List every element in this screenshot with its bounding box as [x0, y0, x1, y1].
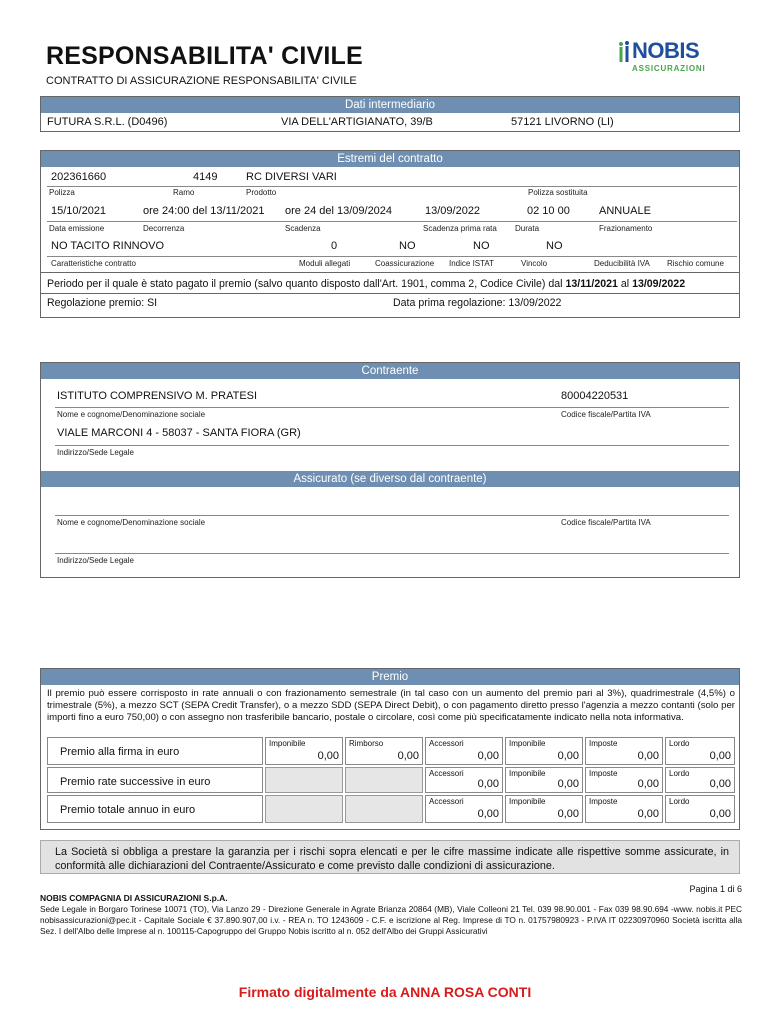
indice-istat-value: NO — [473, 240, 490, 252]
frazionamento-label: Frazionamento — [599, 224, 653, 233]
caratteristiche-label: Caratteristiche contratto — [51, 259, 136, 268]
cell-imponibile2-firma: Imponibile 0,00 — [505, 737, 583, 765]
contraente-codice-fiscale: 80004220531 — [561, 390, 629, 402]
moduli-label: Moduli allegati — [299, 259, 351, 268]
cell-accessori-firma: Accessori 0,00 — [425, 737, 503, 765]
contraente-nome-label: Nome e cognome/Denominazione sociale — [57, 410, 206, 419]
deducibilita-label: Deducibilità IVA — [594, 259, 650, 268]
decorrenza-value: ore 24:00 del 13/11/2021 — [143, 205, 265, 217]
durata-label: Durata — [515, 224, 540, 233]
cell-imposte-totale: Imposte 0,00 — [585, 795, 663, 823]
cell-accessori-successive: Accessori 0,00 — [425, 767, 503, 793]
cell-rimborso-firma: Rimborso 0,00 — [345, 737, 423, 765]
periodo-dal: 13/11/2021 — [565, 278, 618, 290]
vincolo-label: Vincolo — [521, 259, 548, 268]
cell-lordo-totale: Lordo 0,00 — [665, 795, 735, 823]
contratto-bar: Estremi del contratto — [41, 151, 739, 167]
premio-row-totale-label: Premio totale annuo in euro — [47, 795, 263, 823]
caratteristiche-value: NO TACITO RINNOVO — [51, 240, 165, 252]
premio-text: Il premio può essere corrisposto in rate annuali o con frazionamento semestrale (in tal caso con un aumento del premio pari al 3%), quadrimestrale (4,5%) o trimestrale (5%), a mezzo SCT (SEPA Credit Transfer), o a mezzo SDD (SEPA Direct Debit), o con pagamento diretto presso l'agenzia a mezzo contanti (solo per importi fino a euro 750,00) o con assegno non trasferibile bancario, postale o circolare, così come più specificatamente indicato nella nota informativa. — [47, 688, 735, 723]
data-prima-regolazione: Data prima regolazione: 13/09/2022 — [393, 297, 562, 309]
polizza-value: 202361660 — [51, 171, 107, 183]
periodo-line — [47, 278, 685, 290]
logo-main-text: NOBIS — [632, 38, 700, 63]
cell-lordo-firma: Lordo 0,00 — [665, 737, 735, 765]
intermediario-city: 57121 LIVORNO (LI) — [511, 116, 614, 128]
data-emissione-value: 15/10/2021 — [51, 205, 107, 217]
logo-sub-text: ASSICURAZIONI — [632, 64, 706, 73]
document-title: RESPONSABILITA' CIVILE — [46, 42, 363, 70]
grey-cell-4 — [345, 795, 423, 823]
prodotto-value: RC DIVERSI VARI — [246, 171, 337, 183]
coassicurazione-value: NO — [399, 240, 416, 252]
premio-row-successive-label: Premio rate successive in euro — [47, 767, 263, 793]
digital-signature: Firmato digitalmente da ANNA ROSA CONTI — [238, 984, 532, 1000]
scadenza-label: Scadenza — [285, 224, 321, 233]
grey-cell-2 — [345, 767, 423, 793]
intermediario-bar: Dati intermediario — [41, 97, 739, 113]
contraente-indirizzo-label: Indirizzo/Sede Legale — [57, 448, 134, 457]
people-icon — [618, 40, 632, 66]
periodo-al: 13/09/2022 — [632, 278, 686, 290]
decorrenza-label: Decorrenza — [143, 224, 185, 233]
coassicurazione-label: Coassicurazione — [375, 259, 435, 268]
data-emissione-label: Data emissione — [49, 224, 105, 233]
nobis-logo — [618, 38, 730, 74]
contraente-cf-label: Codice fiscale/Partita IVA — [561, 410, 651, 419]
scadenza-prima-rata-label: Scadenza prima rata — [423, 224, 497, 233]
intermediario-address: VIA DELL'ARTIGIANATO, 39/B — [281, 116, 433, 128]
obbligo-note: La Società si obbliga a prestare la garanzia per i rischi sopra elencati e per le cifre massime indicate alle rispettive somme assicurate, in conformità alle dichiarazioni del Contraente/Assicurato e come previsto dalle condizioni di assicurazione. — [40, 840, 740, 874]
contratto-section — [40, 150, 740, 318]
durata-value: 02 10 00 — [527, 205, 570, 217]
contraente-nome: ISTITUTO COMPRENSIVO M. PRATESI — [57, 390, 258, 402]
assicurato-nome-label: Nome e cognome/Denominazione sociale — [57, 518, 206, 527]
rischio-comune-label: Rischio comune — [667, 259, 724, 268]
prodotto-label: Prodotto — [246, 188, 277, 197]
ramo-label: Ramo — [173, 188, 195, 197]
polizza-sostituita-label: Polizza sostituita — [528, 188, 588, 197]
frazionamento-value: ANNUALE — [599, 205, 651, 217]
scadenza-value: ore 24 del 13/09/2024 — [285, 205, 393, 217]
intermediario-name: FUTURA S.R.L. (D0496) — [47, 116, 168, 128]
cell-accessori-totale: Accessori 0,00 — [425, 795, 503, 823]
cell-imponibile-successive: Imponibile 0,00 — [505, 767, 583, 793]
contraente-bar: Contraente — [41, 363, 739, 379]
ramo-value: 4149 — [193, 171, 218, 183]
premio-section — [40, 668, 740, 830]
document-subtitle: CONTRATTO DI ASSICURAZIONE RESPONSABILITA' CIVILE — [46, 75, 357, 87]
periodo-al-word: al — [620, 278, 630, 290]
footer-company: NOBIS COMPAGNIA DI ASSICURAZIONI S.p.A. — [40, 893, 228, 903]
indice-istat-label: Indice ISTAT — [449, 259, 495, 268]
premio-bar: Premio — [41, 669, 739, 685]
assicurato-indirizzo-label: Indirizzo/Sede Legale — [57, 556, 134, 565]
polizza-label: Polizza — [49, 188, 75, 197]
cell-imponibile-totale: Imponibile 0,00 — [505, 795, 583, 823]
assicurato-cf-label: Codice fiscale/Partita IVA — [561, 518, 651, 527]
grey-cell-3 — [265, 795, 343, 823]
premio-row-firma-label: Premio alla firma in euro — [47, 737, 263, 765]
contraente-indirizzo: VIALE MARCONI 4 - 58037 - SANTA FIORA (GR) — [57, 427, 301, 439]
regolazione-premio: Regolazione premio: SI — [47, 297, 158, 309]
contraente-section — [40, 362, 740, 578]
vincolo-value: NO — [546, 240, 563, 252]
cell-imposte-successive: Imposte 0,00 — [585, 767, 663, 793]
cell-imposte-firma: Imposte 0,00 — [585, 737, 663, 765]
page-number: Pagina 1 di 6 — [689, 884, 742, 894]
assicurato-bar: Assicurato (se diverso dal contraente) — [41, 471, 739, 487]
moduli-value: 0 — [331, 240, 338, 252]
periodo-text: Periodo per il quale è stato pagato il premio (salvo quanto disposto dall'Art. 1901, comma 2, Codice Civile) dal — [47, 278, 563, 290]
grey-cell-1 — [265, 767, 343, 793]
scadenza-prima-rata-value: 13/09/2022 — [425, 205, 481, 217]
cell-imponibile-firma: Imponibile 0,00 — [265, 737, 343, 765]
intermediario-section — [40, 96, 740, 132]
cell-lordo-successive: Lordo 0,00 — [665, 767, 735, 793]
footer-details: Sede Legale in Borgaro Torinese 10071 (TO), Via Lanzo 29 - Direzione Generale in Agrate Brianza 20864 (MB), Viale Colleoni 21 Tel. 039 98.90.001 - Fax 039 98.90.694 -www. nobis.it PEC nobisassicurazioni@pec.it - Capitale Sociale € 37.890.907,00 i.v. - REA n. TO 1243609 - C.F. e iscrizione al Reg. Imprese di TO n. 01757980923 - P.IVA IT 02230970960 Società iscritta alla Sez. I dell'Albo delle Imprese al n. 100115-Capogruppo del Gruppo Nobis iscritto al n. 052 dell'Albo dei Gruppi Assicurativi — [40, 904, 742, 936]
